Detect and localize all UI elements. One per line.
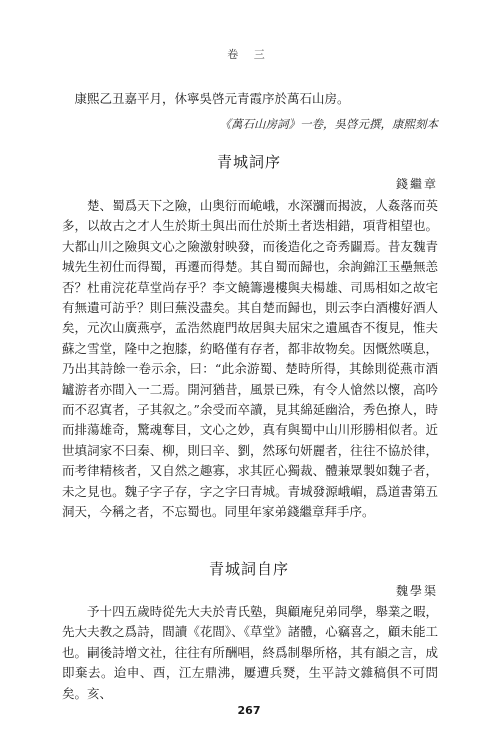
section-body-self-preface — [62, 602, 438, 704]
section-author-wei-xuequ: 魏學渠 — [395, 584, 438, 598]
section-body-qingcheng-preface — [62, 196, 438, 523]
running-head: 卷 三 — [227, 48, 271, 61]
bibliographic-note: 《萬石山房詞》一卷，吳啓元撰，康熙刻本 — [219, 117, 438, 131]
section-title-qingcheng-preface: 青城詞序 — [216, 153, 281, 171]
body-paragraph: 楚、蜀爲天下之險，山奥衍而峗峨，水深瀰而揭波，人姦落而英多，以故古之才人生於斯土與出而仕於斯土者迭相錯，項背相望也。大都山川之險與文心之險激射映發，而後造化之奇秀闢焉。昔友魏青城先生初仕而得蜀，再遷而得楚。其自蜀而歸也，余詢錦江玉壘無恙否？杜甫浣花草堂尚存乎？李文饒籌邊樓與夫楊雄、司馬相如之故宅有無遺可訪乎？則曰蕪没盡矣。其自楚而歸也，則云李白酒樓好酒人矣，元次山廣燕亭，孟浩然鹿門故居與夫屈宋之遺風杳不復見，惟夫蘇之雪堂，隆中之抱膝，約略僅有存者，都非故物矣。因慨然嘆息，乃出其詩餘一卷示余，曰：“此余游蜀、楚時所得，其餘則從燕市酒罏游者亦間入一二焉。開河猶昔，風景已殊，有令人愴然以懷，高吟而不忍寘者，子其叙之。”余受而卒讀，見其綿延幽洽，秀色撩人，時而排蕩雄奇，驚魂奪目，文心之妙，真有與蜀中山川形勝相似者。近世填詞家不曰秦、柳，則曰辛、劉，然琢句妍麗者，往往不協於律，而考律精核者，又自然之趣寡，求其匠心獨裁、體兼眾製如魏子者，未之見也。魏子字子存，字之字曰青城。青城發源峨嵋，爲道書第五洞天，今稱之者，不忘蜀也。同里年家弟錢繼章拜手序。 — [62, 198, 438, 520]
section-title-self-preface: 青城詞自序 — [208, 560, 289, 578]
preface-closing-line: 康熙乙丑嘉平月，休寧吳啓元青霞序於萬石山房。 — [74, 91, 350, 106]
page-number: 267 — [237, 704, 261, 717]
body-paragraph: 予十四五歲時從先大夫於青氏塾，與顧庵兒弟同學，舉業之暇，先大夫教之爲詩，間讀《花間》、《草堂》諸體，心竊喜之，顧未能工也。嗣後詩增文社，往往有所酬唱，終爲制舉所格，其有韻之言，成即棄去。迨申、酉，江左鼎沸，屢遭兵燹，生平詩文雜稿俱不可問矣。亥、 — [62, 604, 438, 701]
section-author-qian-jizhang: 錢繼章 — [395, 177, 438, 191]
